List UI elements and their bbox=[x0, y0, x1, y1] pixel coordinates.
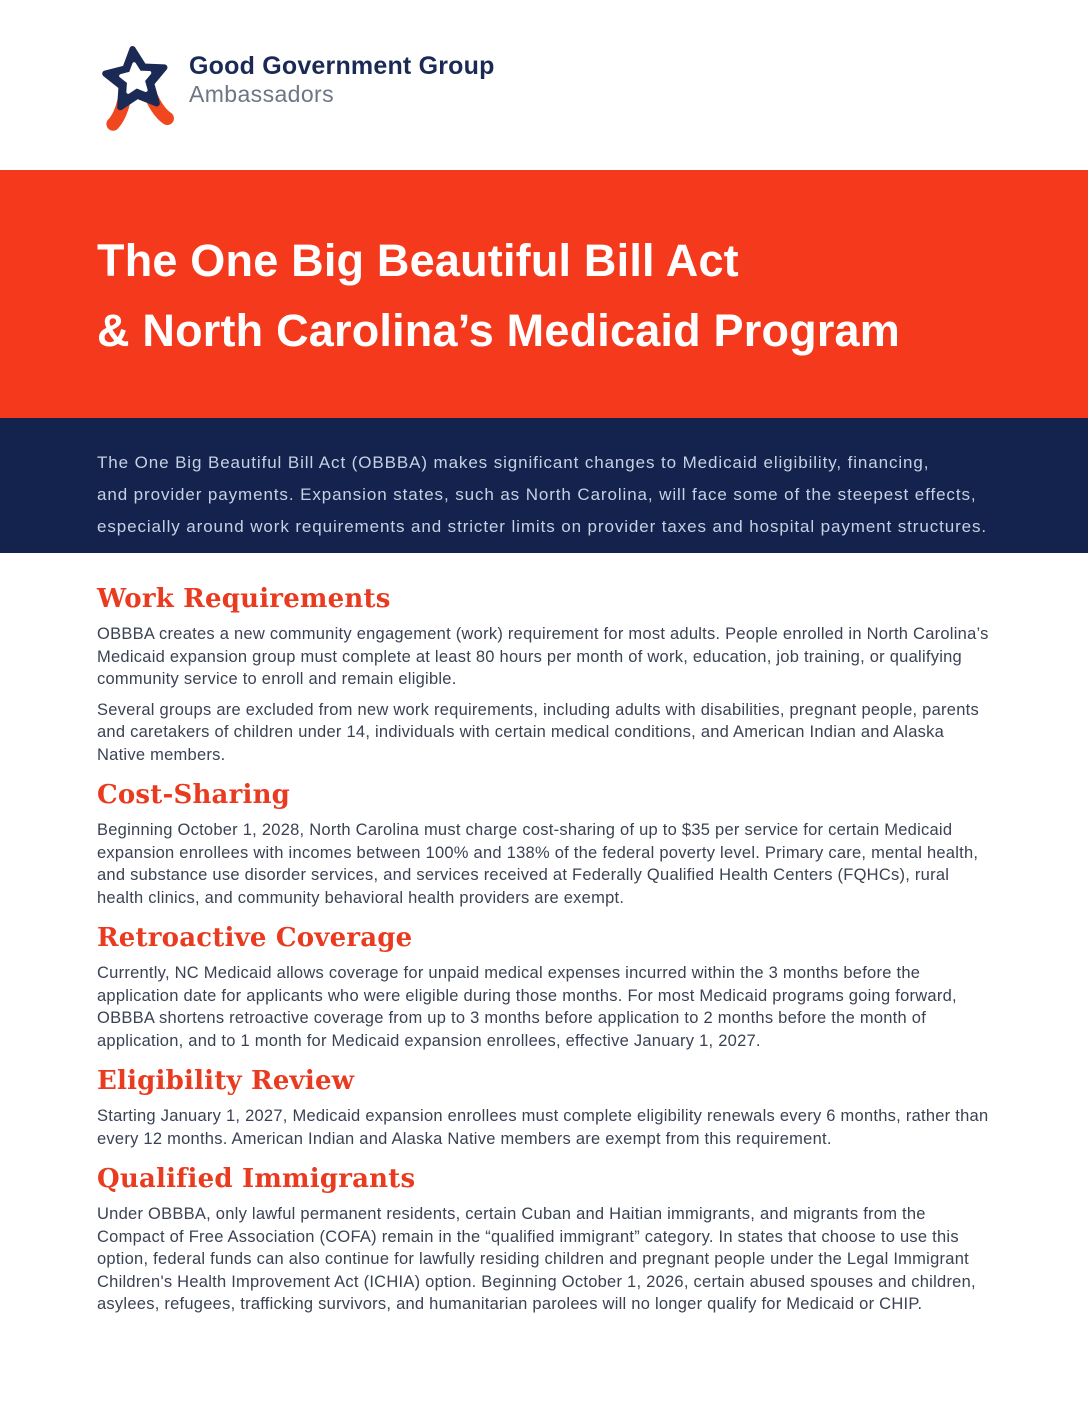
section-heading: Eligibility Review bbox=[97, 1066, 355, 1096]
intro-paragraph bbox=[97, 447, 1048, 543]
hero-banner bbox=[0, 170, 1088, 418]
section-work-requirements bbox=[97, 586, 993, 766]
section-heading: Work Requirements bbox=[97, 584, 391, 614]
section-paragraph: Under OBBBA, only lawful permanent residents, certain Cuban and Haitian immigrants, and migrants from the Compact of Free Association (COFA) remain in the “qualified immigrant” category. In states that choose to use this option, federal funds can also continue for lawfully residing children and pregnant people under the Legal Immigrant Children's Health Improvement Act (ICHIA) option. Beginning October 1, 2026, certain abused spouses and children, asylees, refugees, trafficking survivors, and humanitarian parolees will no longer qualify for Medicaid or CHIP. bbox=[97, 1205, 976, 1313]
brand-header bbox=[0, 0, 1088, 170]
section-cost-sharing bbox=[97, 782, 993, 909]
section-paragraph: Starting January 1, 2027, Medicaid expansion enrollees must complete eligibility renewals every 6 months, rather than every 12 months. American Indian and Alaska Native members are exempt from this requirement. bbox=[97, 1107, 989, 1148]
page-title-line-2: & North Carolina’s Medicaid Program bbox=[97, 305, 900, 356]
section-paragraph: Several groups are excluded from new work requirements, including adults with disabilities, pregnant people, parents and caretakers of children under 14, individuals with certain medical conditions, and American Indian and Alaska Native members. bbox=[97, 700, 979, 764]
section-retroactive-coverage bbox=[97, 925, 993, 1052]
intro-line-2: and provider payments. Expansion states, such as North Carolina, will face some of the steepest effects, bbox=[97, 485, 977, 504]
section-paragraph: Currently, NC Medicaid allows coverage for unpaid medical expenses incurred within the 3 months before the application date for applicants who were eligible during those months. For most Medicaid programs going forward, OBBBA shortens retroactive coverage from up to 3 months before application to 2 months before the month of application, and to 1 month for Medicaid expansion enrollees, effective January 1, 2027. bbox=[97, 964, 957, 1050]
intro-band bbox=[0, 418, 1088, 553]
brand-text bbox=[189, 52, 495, 108]
star-ribbon-logo-icon bbox=[97, 40, 175, 132]
intro-line-3: especially around work requirements and stricter limits on provider taxes and hospital payment structures. bbox=[97, 517, 988, 536]
page-title-line-1: The One Big Beautiful Bill Act bbox=[97, 235, 739, 286]
section-heading: Cost-Sharing bbox=[97, 780, 291, 810]
section-paragraph: Beginning October 1, 2028, North Carolina must charge cost-sharing of up to $35 per service for certain Medicaid expansion enrollees with incomes between 100% and 138% of the federal poverty level. Primary care, mental health, and substance use disorder services, and services received at Federally Qualified Health Centers (FQHCs), rural health clinics, and community behavioral health providers are exempt. bbox=[97, 821, 979, 907]
document-body bbox=[0, 553, 1088, 1316]
brand-subtitle: Ambassadors bbox=[189, 81, 335, 107]
brand-name: Good Government Group bbox=[189, 52, 495, 80]
section-heading: Retroactive Coverage bbox=[97, 923, 413, 953]
intro-line-1: The One Big Beautiful Bill Act (OBBBA) makes significant changes to Medicaid eligibility, financing, bbox=[97, 453, 930, 472]
section-qualified-immigrants bbox=[97, 1166, 993, 1316]
page-title bbox=[97, 226, 1048, 366]
section-eligibility-review bbox=[97, 1068, 993, 1150]
section-paragraph: OBBBA creates a new community engagement (work) requirement for most adults. People enrolled in North Carolina’s Medicaid expansion group must complete at least 80 hours per month of work, education, job training, or qualifying community service to enroll and remain eligible. bbox=[97, 625, 989, 688]
section-heading: Qualified Immigrants bbox=[97, 1164, 416, 1194]
